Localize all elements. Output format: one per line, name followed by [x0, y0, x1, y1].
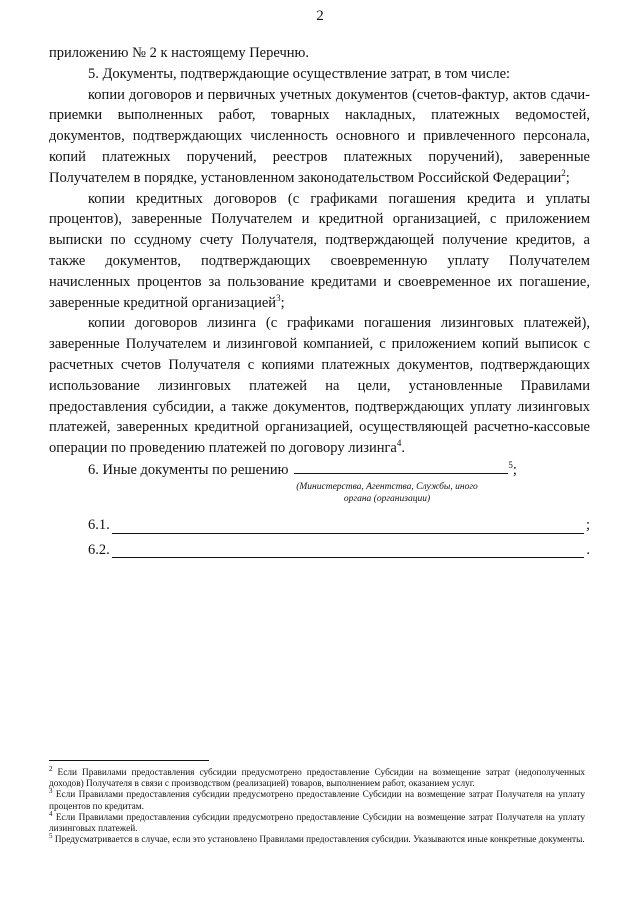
contracts-text: копии договоров и первичных учетных документов (счетов-фактур, актов сдачи-приемки выполненных работ, товарных накладных, платежных ведомостей, документов, подтверждающих численность основного и привлеченного персонала, копий платежных поручений, реестров платежных поручений), заверенные Получателем в порядке, установленном законодательством Российской Федерации: [49, 86, 590, 186]
footnote-2: [49, 764, 585, 790]
footnote-ref-4: 4: [396, 438, 402, 449]
footnotes: [49, 764, 585, 846]
credit-end: ;: [280, 294, 285, 311]
item-6-1-blank-line[interactable]: [112, 519, 584, 534]
credit-paragraph: [49, 189, 590, 314]
page-number: 2: [316, 8, 324, 24]
item-6-2-row: [88, 540, 590, 561]
footnote-4: [49, 809, 585, 835]
footnote-mark-3: 3: [49, 787, 53, 796]
footnote-text-3: Если Правилами предоставления субсидии предусмотрено предоставление Субсидии на возмещение затрат Получателя на уплату процентов по кредитам.: [49, 790, 585, 812]
credit-text: копии кредитных договоров (с графиками погашения кредита и уплаты процентов), заверенные Получателем и кредитной организацией, с приложением выписки по ссудному счету Получателя, подтверждающей получение кредитов, а также документов, подтверждающих своевременную уплату Получателем начисленных процентов за пользование кредитами и своевременное их погашение, заверенные кредитной организацией: [49, 190, 590, 311]
item-6-2-blank-line[interactable]: [112, 543, 585, 558]
document-body: [49, 43, 590, 560]
footnote-ref-2: 2: [561, 167, 566, 178]
item-6-text: 6. Иные документы по решению: [88, 461, 289, 478]
item-6-1-row: [88, 515, 590, 536]
footnote-mark-4: 4: [49, 809, 53, 818]
footnote-text-5: Предусматривается в случае, если это установлено Правилами предоставления субсидии. Указываются иные конкретные документы.: [54, 835, 585, 846]
item-5-heading: 5. Документы, подтверждающие осуществление затрат, в том числе:: [88, 65, 511, 82]
footnote-5: [49, 832, 585, 846]
footnote-ref-5: 5: [508, 460, 513, 471]
item-6-end: ;: [512, 461, 517, 478]
footnote-text-4: Если Правилами предоставления субсидии предусмотрено предоставление Субсидии на возмещение затрат Получателя на уплату лизинговых платежей.: [49, 812, 585, 835]
leasing-text: копии договоров лизинга (с графиками погашения лизинговых платежей), заверенные Получателем и лизинговой компанией, с приложением копий выписок с расчетных счетов Получателя с копиями платежных документов, подтверждающих использование лизинговых платежей на цели, установленные Правилами предоставления субсидии, а также документов, подтверждающих уплату лизинговых платежей, заверенных кредитной организацией, осуществляющей расчетно-кассовые операции по проведению платежей по договору лизинга: [49, 315, 590, 457]
footnote-ref-3: 3: [276, 292, 281, 303]
footnote-mark-5: 5: [49, 832, 53, 841]
item-6-caption: (Министерства, Агентства, Службы, иного органа (организации): [296, 481, 478, 504]
footnote-text-2: Если Правилами предоставления субсидии предусмотрено предоставление Субсидии на возмещение затрат (недополученных доходов) Получателя в связи с производством (реализацией) товаров, выполнением работ, оказанием услуг.: [49, 768, 585, 790]
item-6-blank-line[interactable]: [294, 459, 508, 474]
item-6-2-end: .: [586, 541, 590, 558]
footnote-3: [49, 787, 585, 812]
intro-line: приложению № 2 к настоящему Перечню.: [49, 45, 309, 61]
footnote-separator: [49, 760, 209, 761]
item-6-1-end: ;: [585, 516, 590, 533]
item-6-2-label: 6.2.: [88, 541, 110, 558]
contracts-end: ;: [565, 169, 570, 186]
footnote-mark-2: 2: [49, 764, 53, 773]
item-6-1-label: 6.1.: [88, 516, 110, 533]
leasing-end: .: [401, 440, 405, 457]
contracts-paragraph: [49, 85, 590, 189]
item-6-line: [49, 459, 590, 481]
leasing-paragraph: [49, 313, 590, 459]
